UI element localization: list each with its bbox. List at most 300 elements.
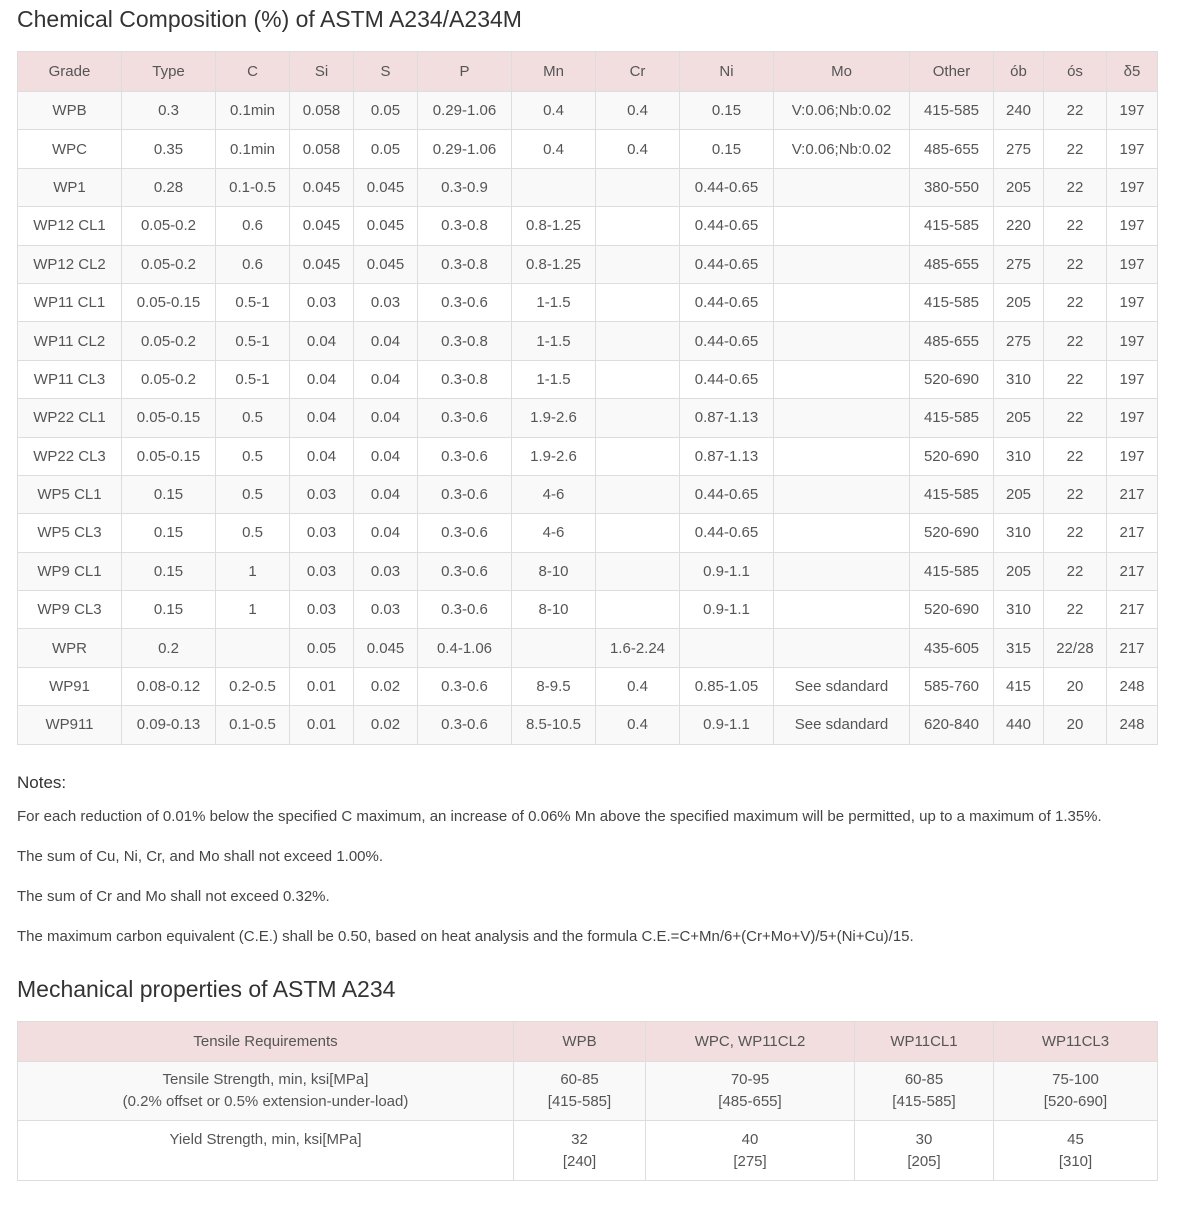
cell-ob: 310 xyxy=(994,437,1044,475)
composition-table xyxy=(17,51,1158,745)
cell-s: 0.045 xyxy=(354,207,418,245)
cell-mo xyxy=(774,514,910,552)
cell-type: 0.09-0.13 xyxy=(122,706,216,744)
ksi-value: 30 xyxy=(915,1131,933,1148)
cell-other: 520-690 xyxy=(910,514,994,552)
cell-type: 0.05-0.2 xyxy=(122,207,216,245)
cell-c: 0.5 xyxy=(216,475,290,513)
cell-ob: 310 xyxy=(994,514,1044,552)
ksi-value: 60-85 xyxy=(560,1071,599,1088)
cell-d5: 217 xyxy=(1107,475,1158,513)
header-wp11cl1: WP11CL1 xyxy=(855,1022,994,1062)
cell-ob: 275 xyxy=(994,322,1044,360)
cell-mn: 8-9.5 xyxy=(512,667,596,705)
header-c: C xyxy=(216,52,290,92)
cell-ni: 0.9-1.1 xyxy=(680,591,774,629)
cell-grade: WPC xyxy=(18,130,122,168)
cell-os: 22 xyxy=(1044,437,1107,475)
cell-grade: WP11 CL3 xyxy=(18,360,122,398)
header-wp11cl3: WP11CL3 xyxy=(994,1022,1158,1062)
header-mo: Mo xyxy=(774,52,910,92)
cell-s: 0.03 xyxy=(354,591,418,629)
cell-p: 0.3-0.6 xyxy=(418,475,512,513)
cell-grade: WPR xyxy=(18,629,122,667)
mpa-value: [240] xyxy=(562,1153,597,1170)
table-row xyxy=(18,360,1158,398)
cell-p: 0.3-0.6 xyxy=(418,514,512,552)
cell-si: 0.05 xyxy=(290,629,354,667)
cell-ob: 275 xyxy=(994,245,1044,283)
table-row xyxy=(18,245,1158,283)
cell-other: 415-585 xyxy=(910,552,994,590)
table-row xyxy=(18,130,1158,168)
cell-other: 520-690 xyxy=(910,360,994,398)
cell-p: 0.3-0.6 xyxy=(418,667,512,705)
cell-mn: 1.9-2.6 xyxy=(512,399,596,437)
cell-ob: 415 xyxy=(994,667,1044,705)
cell-grade: WP91 xyxy=(18,667,122,705)
mechanical-header-row xyxy=(18,1022,1158,1062)
cell-si: 0.045 xyxy=(290,168,354,206)
cell-type: 0.08-0.12 xyxy=(122,667,216,705)
cell-grade: WP11 CL1 xyxy=(18,283,122,321)
mechanical-table xyxy=(17,1021,1158,1181)
cell-d5: 197 xyxy=(1107,283,1158,321)
mpa-value: [310] xyxy=(1058,1153,1093,1170)
cell-grade: WP11 CL2 xyxy=(18,322,122,360)
row-label-line: (0.2% offset or 0.5% extension-under-load) xyxy=(122,1093,409,1110)
cell-mn: 1-1.5 xyxy=(512,322,596,360)
cell-si: 0.045 xyxy=(290,207,354,245)
table-row xyxy=(18,552,1158,590)
cell-si: 0.03 xyxy=(290,552,354,590)
cell-mo xyxy=(774,283,910,321)
cell-os: 22 xyxy=(1044,475,1107,513)
header-s: S xyxy=(354,52,418,92)
cell-p: 0.3-0.8 xyxy=(418,207,512,245)
cell-mn: 0.8-1.25 xyxy=(512,245,596,283)
cell-ni: 0.15 xyxy=(680,92,774,130)
cell-grade: WP5 CL3 xyxy=(18,514,122,552)
cell-ob: 310 xyxy=(994,591,1044,629)
cell-ob: 205 xyxy=(994,399,1044,437)
table-row xyxy=(18,168,1158,206)
cell-c: 0.1min xyxy=(216,92,290,130)
notes-heading: Notes: xyxy=(17,773,67,792)
cell-os: 22 xyxy=(1044,591,1107,629)
cell-mn: 1-1.5 xyxy=(512,283,596,321)
cell-ob: 205 xyxy=(994,168,1044,206)
cell-si: 0.03 xyxy=(290,283,354,321)
cell-type: 0.05-0.15 xyxy=(122,437,216,475)
cell-os: 22 xyxy=(1044,245,1107,283)
table-row xyxy=(18,92,1158,130)
cell-os: 20 xyxy=(1044,706,1107,744)
cell-os: 22 xyxy=(1044,283,1107,321)
cell-d5: 217 xyxy=(1107,514,1158,552)
mpa-value: [275] xyxy=(733,1153,767,1170)
cell-other: 485-655 xyxy=(910,130,994,168)
cell-grade: WP12 CL2 xyxy=(18,245,122,283)
row-label-line: Tensile Strength, min, ksi[MPa] xyxy=(162,1071,369,1088)
cell-other: 520-690 xyxy=(910,437,994,475)
cell-mo: V:0.06;Nb:0.02 xyxy=(774,92,910,130)
cell-d5: 197 xyxy=(1107,437,1158,475)
cell-p: 0.3-0.6 xyxy=(418,399,512,437)
cell-s: 0.04 xyxy=(354,475,418,513)
cell-grade: WP9 CL3 xyxy=(18,591,122,629)
mpa-value: [520-690] xyxy=(1043,1093,1108,1110)
cell-cr: 0.4 xyxy=(596,92,680,130)
cell-cr xyxy=(596,245,680,283)
cell-cr xyxy=(596,552,680,590)
cell-mn xyxy=(512,168,596,206)
value-cell xyxy=(994,1062,1158,1121)
cell-grade: WP1 xyxy=(18,168,122,206)
cell-ni: 0.44-0.65 xyxy=(680,283,774,321)
cell-c: 0.6 xyxy=(216,207,290,245)
header-wpb: WPB xyxy=(514,1022,646,1062)
cell-d5: 197 xyxy=(1107,322,1158,360)
cell-ni: 0.44-0.65 xyxy=(680,207,774,245)
header-si: Si xyxy=(290,52,354,92)
cell-ni: 0.44-0.65 xyxy=(680,168,774,206)
cell-os: 22 xyxy=(1044,399,1107,437)
cell-os: 22 xyxy=(1044,552,1107,590)
cell-c: 0.5 xyxy=(216,437,290,475)
cell-ni: 0.85-1.05 xyxy=(680,667,774,705)
row-label-line: Yield Strength, min, ksi[MPa] xyxy=(169,1131,362,1148)
cell-grade: WPB xyxy=(18,92,122,130)
cell-c: 0.1-0.5 xyxy=(216,168,290,206)
header-ni: Ni xyxy=(680,52,774,92)
table-row xyxy=(18,667,1158,705)
cell-os: 22 xyxy=(1044,514,1107,552)
cell-mn: 1-1.5 xyxy=(512,360,596,398)
table-row xyxy=(18,475,1158,513)
cell-mo xyxy=(774,591,910,629)
cell-os: 22 xyxy=(1044,322,1107,360)
cell-d5: 217 xyxy=(1107,591,1158,629)
cell-si: 0.04 xyxy=(290,437,354,475)
cell-s: 0.04 xyxy=(354,514,418,552)
cell-mn: 8.5-10.5 xyxy=(512,706,596,744)
table-row xyxy=(18,629,1158,667)
cell-c: 0.1min xyxy=(216,130,290,168)
cell-other: 520-690 xyxy=(910,591,994,629)
header-grade: Grade xyxy=(18,52,122,92)
value-cell xyxy=(646,1062,855,1121)
cell-type: 0.35 xyxy=(122,130,216,168)
note-item: For each reduction of 0.01% below the specified C maximum, an increase of 0.06% Mn above the specified maximum will be permitted, up to a maximum of 1.35%. xyxy=(17,808,1102,825)
cell-s: 0.04 xyxy=(354,437,418,475)
cell-ob: 205 xyxy=(994,552,1044,590)
ksi-value: 32 xyxy=(571,1131,588,1148)
cell-ni: 0.44-0.65 xyxy=(680,475,774,513)
yield-strength-row xyxy=(18,1121,1158,1181)
cell-os: 22 xyxy=(1044,207,1107,245)
cell-type: 0.28 xyxy=(122,168,216,206)
cell-other: 415-585 xyxy=(910,92,994,130)
cell-ni: 0.44-0.65 xyxy=(680,322,774,360)
table-row xyxy=(18,399,1158,437)
cell-p: 0.3-0.8 xyxy=(418,360,512,398)
cell-type: 0.15 xyxy=(122,591,216,629)
cell-type: 0.2 xyxy=(122,629,216,667)
cell-mn: 0.4 xyxy=(512,92,596,130)
cell-ob: 205 xyxy=(994,283,1044,321)
cell-ni: 0.87-1.13 xyxy=(680,399,774,437)
cell-mo xyxy=(774,629,910,667)
value-cell xyxy=(855,1062,994,1121)
mpa-value: [415-585] xyxy=(892,1093,956,1110)
cell-d5: 248 xyxy=(1107,706,1158,744)
header-wpc-wp11cl2: WPC, WP11CL2 xyxy=(646,1022,855,1062)
cell-cr xyxy=(596,437,680,475)
cell-ni xyxy=(680,629,774,667)
cell-d5: 197 xyxy=(1107,168,1158,206)
cell-ob: 220 xyxy=(994,207,1044,245)
cell-ni: 0.87-1.13 xyxy=(680,437,774,475)
cell-p: 0.29-1.06 xyxy=(418,92,512,130)
cell-ob: 240 xyxy=(994,92,1044,130)
cell-d5: 197 xyxy=(1107,245,1158,283)
ksi-value: 40 xyxy=(741,1131,759,1148)
cell-p: 0.3-0.8 xyxy=(418,245,512,283)
cell-cr: 0.4 xyxy=(596,667,680,705)
cell-mn: 8-10 xyxy=(512,591,596,629)
header-type: Type xyxy=(122,52,216,92)
cell-s: 0.045 xyxy=(354,168,418,206)
mpa-value: [415-585] xyxy=(547,1093,612,1110)
cell-c: 0.6 xyxy=(216,245,290,283)
cell-mo xyxy=(774,437,910,475)
cell-p: 0.3-0.6 xyxy=(418,706,512,744)
header-tensile-requirements: Tensile Requirements xyxy=(18,1022,514,1062)
note-item: The sum of Cu, Ni, Cr, and Mo shall not exceed 1.00%. xyxy=(17,848,384,865)
value-cell xyxy=(646,1121,855,1181)
cell-c: 0.5-1 xyxy=(216,322,290,360)
table-row xyxy=(18,283,1158,321)
cell-mn: 8-10 xyxy=(512,552,596,590)
cell-os: 22 xyxy=(1044,130,1107,168)
cell-type: 0.15 xyxy=(122,514,216,552)
cell-s: 0.05 xyxy=(354,130,418,168)
cell-mo: V:0.06;Nb:0.02 xyxy=(774,130,910,168)
composition-body xyxy=(18,92,1158,745)
cell-mn: 0.8-1.25 xyxy=(512,207,596,245)
ksi-value: 60-85 xyxy=(904,1071,944,1088)
cell-s: 0.04 xyxy=(354,322,418,360)
header-os: ós xyxy=(1044,52,1107,92)
cell-c: 0.5 xyxy=(216,399,290,437)
cell-mn: 1.9-2.6 xyxy=(512,437,596,475)
cell-ob: 275 xyxy=(994,130,1044,168)
cell-si: 0.058 xyxy=(290,130,354,168)
row-label xyxy=(18,1121,514,1181)
tensile-strength-row xyxy=(18,1062,1158,1121)
cell-mn xyxy=(512,629,596,667)
cell-ob: 440 xyxy=(994,706,1044,744)
cell-mn: 4-6 xyxy=(512,475,596,513)
cell-c: 0.5-1 xyxy=(216,283,290,321)
cell-cr xyxy=(596,591,680,629)
cell-cr xyxy=(596,475,680,513)
cell-si: 0.03 xyxy=(290,591,354,629)
row-label xyxy=(18,1062,514,1121)
cell-os: 20 xyxy=(1044,667,1107,705)
cell-cr xyxy=(596,399,680,437)
cell-mo xyxy=(774,475,910,513)
cell-type: 0.15 xyxy=(122,552,216,590)
cell-cr: 0.4 xyxy=(596,706,680,744)
cell-si: 0.045 xyxy=(290,245,354,283)
cell-mo xyxy=(774,245,910,283)
cell-mo xyxy=(774,399,910,437)
ksi-value: 75-100 xyxy=(1052,1071,1099,1088)
table-row xyxy=(18,437,1158,475)
cell-ni: 0.9-1.1 xyxy=(680,706,774,744)
cell-cr xyxy=(596,322,680,360)
cell-other: 415-585 xyxy=(910,475,994,513)
cell-c: 0.5 xyxy=(216,514,290,552)
cell-other: 415-585 xyxy=(910,283,994,321)
cell-mo xyxy=(774,552,910,590)
cell-cr xyxy=(596,207,680,245)
cell-cr: 0.4 xyxy=(596,130,680,168)
cell-grade: WP9 CL1 xyxy=(18,552,122,590)
cell-s: 0.03 xyxy=(354,552,418,590)
cell-other: 435-605 xyxy=(910,629,994,667)
cell-other: 415-585 xyxy=(910,399,994,437)
cell-ob: 205 xyxy=(994,475,1044,513)
cell-os: 22 xyxy=(1044,168,1107,206)
cell-type: 0.05-0.15 xyxy=(122,399,216,437)
cell-os: 22/28 xyxy=(1044,629,1107,667)
cell-d5: 197 xyxy=(1107,130,1158,168)
cell-c: 1 xyxy=(216,591,290,629)
cell-s: 0.045 xyxy=(354,245,418,283)
cell-ni: 0.9-1.1 xyxy=(680,552,774,590)
composition-header-row xyxy=(18,52,1158,92)
cell-mo xyxy=(774,322,910,360)
table-row xyxy=(18,514,1158,552)
cell-p: 0.3-0.6 xyxy=(418,437,512,475)
cell-p: 0.29-1.06 xyxy=(418,130,512,168)
cell-d5: 197 xyxy=(1107,360,1158,398)
cell-mo: See sdandard xyxy=(774,706,910,744)
note-item: The maximum carbon equivalent (C.E.) shall be 0.50, based on heat analysis and the formula C.E.=C+Mn/6+(Cr+Mo+V)/5+(Ni+Cu)/15. xyxy=(17,928,914,945)
cell-type: 0.05-0.2 xyxy=(122,360,216,398)
cell-ob: 310 xyxy=(994,360,1044,398)
header-ob: ób xyxy=(994,52,1044,92)
cell-mo xyxy=(774,168,910,206)
cell-s: 0.04 xyxy=(354,360,418,398)
cell-mo xyxy=(774,360,910,398)
composition-title: Chemical Composition (%) of ASTM A234/A234M xyxy=(17,6,522,32)
cell-mo xyxy=(774,207,910,245)
cell-s: 0.05 xyxy=(354,92,418,130)
cell-cr xyxy=(596,283,680,321)
cell-s: 0.04 xyxy=(354,399,418,437)
cell-si: 0.03 xyxy=(290,514,354,552)
cell-other: 485-655 xyxy=(910,322,994,360)
cell-grade: WP22 CL1 xyxy=(18,399,122,437)
table-row xyxy=(18,207,1158,245)
cell-si: 0.04 xyxy=(290,360,354,398)
cell-c: 0.5-1 xyxy=(216,360,290,398)
cell-other: 585-760 xyxy=(910,667,994,705)
cell-p: 0.3-0.6 xyxy=(418,591,512,629)
cell-other: 620-840 xyxy=(910,706,994,744)
cell-cr xyxy=(596,168,680,206)
cell-type: 0.05-0.2 xyxy=(122,245,216,283)
mpa-value: [205] xyxy=(907,1153,941,1170)
cell-c: 0.1-0.5 xyxy=(216,706,290,744)
cell-type: 0.3 xyxy=(122,92,216,130)
cell-mn: 4-6 xyxy=(512,514,596,552)
cell-si: 0.01 xyxy=(290,667,354,705)
cell-c: 0.2-0.5 xyxy=(216,667,290,705)
cell-type: 0.05-0.15 xyxy=(122,283,216,321)
cell-type: 0.05-0.2 xyxy=(122,322,216,360)
header-cr: Cr xyxy=(596,52,680,92)
cell-p: 0.3-0.8 xyxy=(418,322,512,360)
value-cell xyxy=(514,1062,646,1121)
cell-d5: 197 xyxy=(1107,207,1158,245)
cell-ni: 0.44-0.65 xyxy=(680,245,774,283)
cell-ni: 0.44-0.65 xyxy=(680,514,774,552)
cell-p: 0.3-0.9 xyxy=(418,168,512,206)
header-d5: δ5 xyxy=(1107,52,1158,92)
cell-type: 0.15 xyxy=(122,475,216,513)
cell-grade: WP22 CL3 xyxy=(18,437,122,475)
cell-cr: 1.6-2.24 xyxy=(596,629,680,667)
cell-p: 0.3-0.6 xyxy=(418,552,512,590)
cell-mo: See sdandard xyxy=(774,667,910,705)
cell-si: 0.03 xyxy=(290,475,354,513)
cell-s: 0.045 xyxy=(354,629,418,667)
cell-os: 22 xyxy=(1044,360,1107,398)
cell-other: 380-550 xyxy=(910,168,994,206)
cell-p: 0.4-1.06 xyxy=(418,629,512,667)
note-item: The sum of Cr and Mo shall not exceed 0.32%. xyxy=(17,888,330,905)
cell-s: 0.02 xyxy=(354,706,418,744)
table-row xyxy=(18,322,1158,360)
cell-s: 0.02 xyxy=(354,667,418,705)
table-row xyxy=(18,706,1158,744)
value-cell xyxy=(514,1121,646,1181)
notes-section xyxy=(17,770,1157,966)
cell-si: 0.04 xyxy=(290,322,354,360)
cell-os: 22 xyxy=(1044,92,1107,130)
cell-grade: WP5 CL1 xyxy=(18,475,122,513)
cell-mn: 0.4 xyxy=(512,130,596,168)
cell-d5: 197 xyxy=(1107,92,1158,130)
table-row xyxy=(18,591,1158,629)
cell-d5: 217 xyxy=(1107,552,1158,590)
cell-grade: WP911 xyxy=(18,706,122,744)
cell-cr xyxy=(596,514,680,552)
cell-si: 0.058 xyxy=(290,92,354,130)
cell-p: 0.3-0.6 xyxy=(418,283,512,321)
header-p: P xyxy=(418,52,512,92)
cell-other: 415-585 xyxy=(910,207,994,245)
mpa-value: [485-655] xyxy=(718,1093,782,1110)
mechanical-title: Mechanical properties of ASTM A234 xyxy=(17,976,396,1002)
header-mn: Mn xyxy=(512,52,596,92)
cell-ni: 0.15 xyxy=(680,130,774,168)
